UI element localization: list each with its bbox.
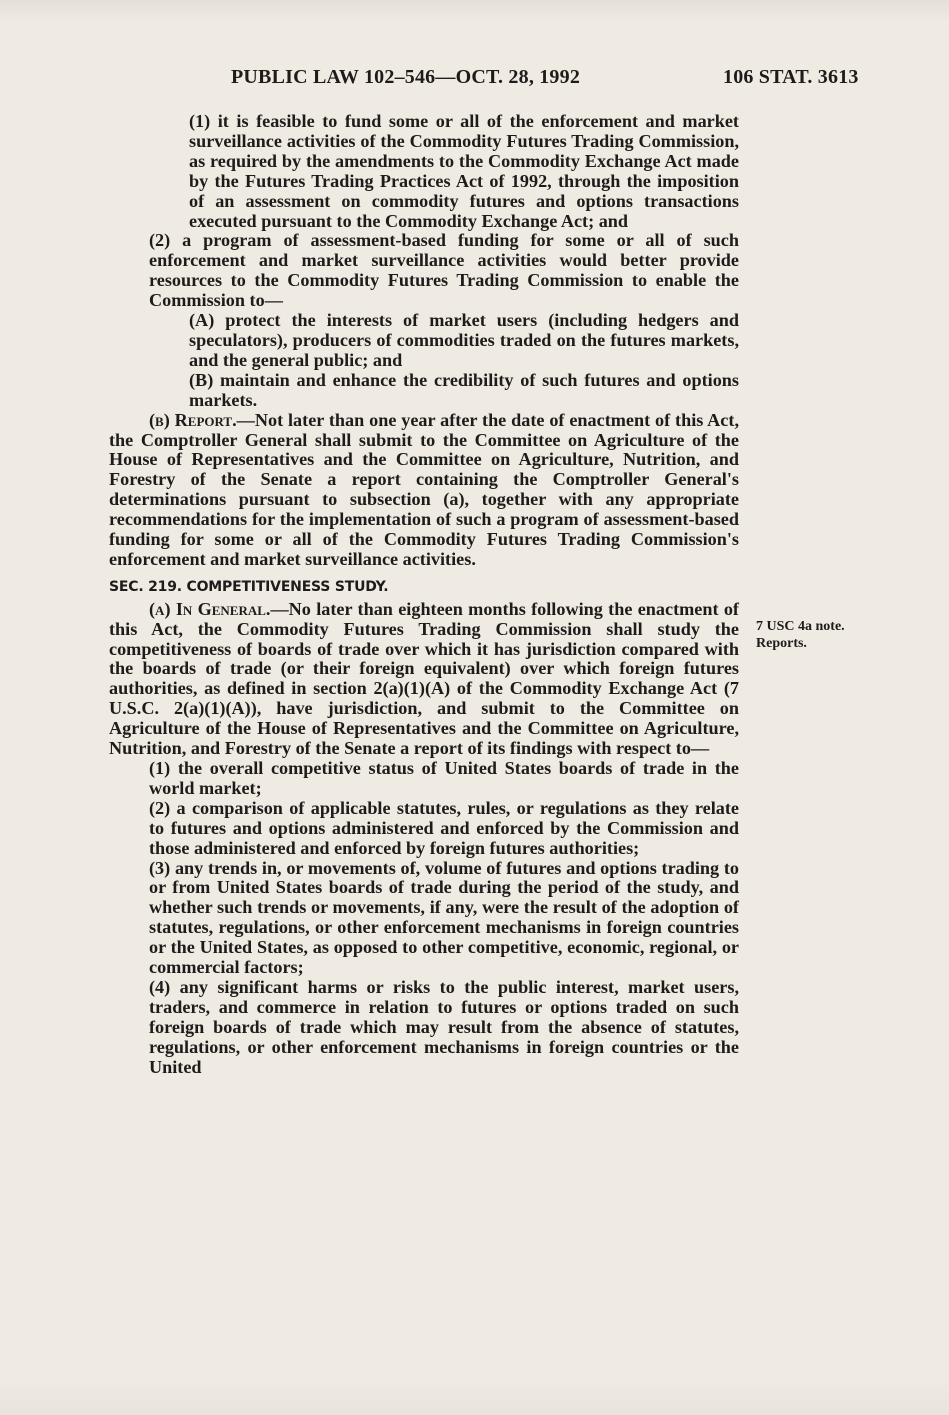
paragraph-2b: [109, 371, 739, 411]
paragraph-1-text: (1) it is feasible to fund some or all of the enforcement and market surveillance activities of the Commodity Futures Trading Commission, as required by the amendments to the Commodity Exchange Act made by the Futures Trading Practices Act of 1992, through the imposition of an assessment on commodity futures and options transactions executed pursuant to the Commodity Exchange Act; and: [189, 111, 739, 231]
item-2: [109, 799, 739, 859]
report-text: —Not later than one year after the date of enactment of this Act, the Comptroller General shall submit to the Committee on Agriculture of the House of Representatives and the Committee on Agriculture, Nutrition, and Forestry of the Senate a report containing the Comptroller General's determinations pursuant to subsection (a), together with any appropriate recommendations for the implementation of such a program of assessment-based funding for some or all of the Commodity Futures Trading Commission's enforcement and market surveillance activities.: [109, 409, 739, 569]
margin-note-reports: Reports.: [756, 636, 807, 651]
item-3: [109, 859, 739, 978]
margin-note-citation: 7 USC 4a note.: [756, 619, 845, 634]
section-heading: SEC. 219. COMPETITIVENESS STUDY.: [109, 578, 389, 595]
item-1-text: (1) the overall competitive status of United States boards of trade in the world market;: [149, 758, 739, 798]
item-4-text: (4) any significant harms or risks to the public interest, market users, traders, and commerce in relation to futures or options traded on such foreign boards of trade which may result from the absence of statutes, regulations, or other enforcement mechanisms in foreign countries or the United: [149, 976, 739, 1077]
item-3-text: (3) any trends in, or movements of, volume of futures and options trading to or from United States boards of trade during the period of the study, and whether such trends or movements, if any, were the result of the adoption of statutes, regulations, or other enforcement mechanisms in foreign countries or the United States, as opposed to other competitive, economic, regional, or commercial factors;: [149, 857, 739, 978]
paragraph-2a-text: (A) protect the interests of market users (including hedgers and speculators), producers of commodities traded on the futures markets, and the general public; and: [189, 310, 739, 370]
paragraph-2b-text: (B) maintain and enhance the credibility of such futures and options markets.: [189, 369, 739, 410]
document-body: [109, 112, 739, 1078]
item-1: [109, 759, 739, 799]
general-paragraph: [109, 600, 739, 759]
item-4: [109, 978, 739, 1078]
item-2-text: (2) a comparison of applicable statutes, rules, or regulations as they relate to futures and options administered and enforced by the Commission and those administered and enforced by foreign futures authorities;: [149, 797, 739, 858]
page-header-title: PUBLIC LAW 102–546—OCT. 28, 1992: [231, 66, 581, 88]
margin-note: [756, 618, 845, 652]
page-header-stat: 106 STAT. 3613: [723, 66, 859, 88]
paragraph-1: [149, 112, 739, 231]
report-label: (b) Report.: [149, 409, 237, 430]
general-text: —No later than eighteen months following the enactment of this Act, the Commodity Futures Trading Commission shall study the competitiveness of boards of trade over which it has jurisdiction compared with the boards of trade (or their foreign equivalent) over which foreign futures authorities, as defined in section 2(a)(1)(A) of the Commodity Exchange Act (7 U.S.C. 2(a)(1)(A)), have jurisdiction, and submit to the Committee on Agriculture of the House of Representatives and the Committee on Agriculture, Nutrition, and Forestry of the Senate a report of its findings with respect to—: [109, 598, 739, 759]
paragraph-2-text: (2) a program of assessment-based funding for some or all of such enforcement and market surveillance activities would better provide resources to the Commodity Futures Trading Commission to enable the Commission to—: [149, 230, 739, 311]
paragraph-2a: [109, 311, 739, 371]
general-label: (a) In General.: [149, 598, 271, 619]
report-paragraph: [109, 411, 739, 570]
paragraph-2: [109, 231, 739, 311]
